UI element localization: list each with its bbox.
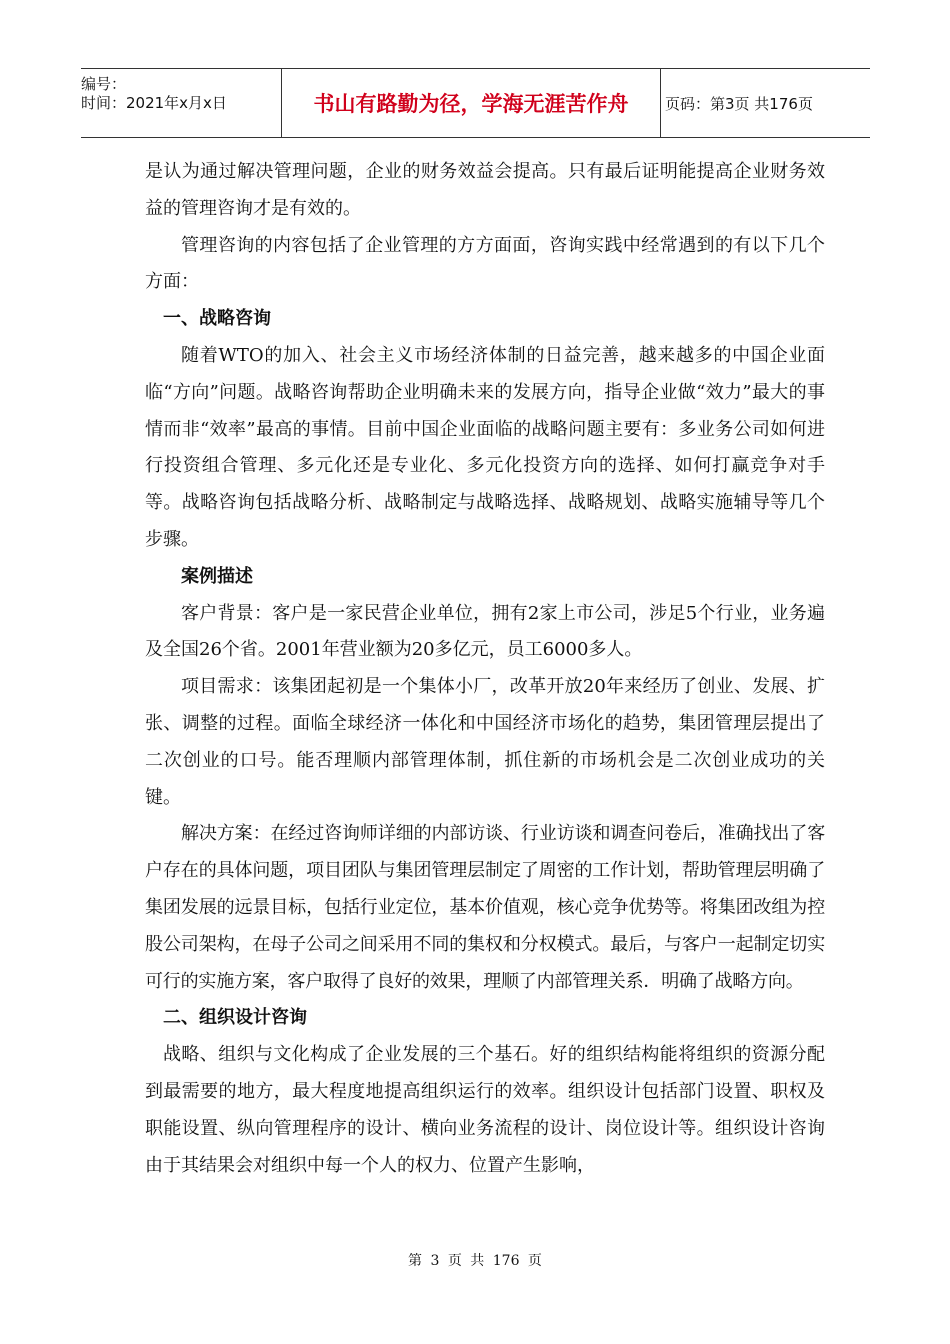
page-header xyxy=(81,68,870,138)
section-heading-strategy: 一、战略咨询 xyxy=(163,308,271,330)
paragraph-strategy: 随着WTO的加入、社会主义市场经济体制的日益完善，越来越多的中国企业面临“方向”问题。战略咨询帮助企业明确未来的发展方向，指导企业做“效力”最大的事情而非“效率”最高的事情。目前中国企业面临的战略问题主要有：多业务公司如何进行投资组合管理、多元化还是专业化、多元化投资方向的选择、如何打赢竞争对手等。战略咨询包括战略分析、战略制定与战略选择、战略规划、战略实施辅导等几个步骤。 xyxy=(145,344,825,550)
document-body xyxy=(145,154,825,1184)
header-motto-cell xyxy=(282,69,661,137)
paragraph-client-background: 客户背景：客户是一家民营企业单位，拥有2家上市公司，涉足5个行业，业务遍及全国26个省。2001年营业额为20多亿元，员工6000多人。 xyxy=(145,602,825,661)
paragraph-project-needs: 项目需求：该集团起初是一个集体小厂，改革开放20年来经历了创业、发展、扩张、调整的过程。面临全球经济一体化和中国经济市场化的趋势，集团管理层提出了二次创业的口号。能否理顺内部管理体制，抓住新的市场机会是二次创业成功的关键。 xyxy=(145,676,825,808)
header-meta xyxy=(81,69,282,137)
header-motto: 书山有路勤为径，学海无涯苦作舟 xyxy=(313,92,629,116)
document-time-label: 时间：2021年x月x日 xyxy=(81,94,227,112)
paragraph-organization: 战略、组织与文化构成了企业发展的三个基石。好的组织结构能将组织的资源分配到最需要的地方，最大程度地提高组织运行的效率。组织设计包括部门设置、职权及职能设置、纵向管理程序的设计、横向业务流程的设计、岗位设计等。组织设计咨询由于其结果会对组织中每一个人的权力、位置产生影响， xyxy=(145,1044,825,1176)
paragraph-continuation: 是认为通过解决管理问题，企业的财务效益会提高。只有最后证明能提高企业财务效益的管理咨询才是有效的。 xyxy=(145,161,825,219)
page-footer: 第 3 页 共 176 页 xyxy=(408,1253,542,1269)
paragraph-solution: 解决方案：在经过咨询师详细的内部访谈、行业访谈和调查问卷后，准确找出了客户存在的具体问题，项目团队与集团管理层制定了周密的工作计划，帮助管理层明确了集团发展的远景目标，包括行业定位，基本价值观，核心竞争优势等。将集团改组为控股公司架构，在母子公司之间采用不同的集权和分权模式。最后，与客户一起制定切实可行的实施方案，客户取得了良好的效果，理顺了内部管理关系．明确了战略方向。 xyxy=(145,823,825,992)
section-heading-organization: 二、组织设计咨询 xyxy=(163,1007,307,1029)
document-number-label: 编号： xyxy=(81,75,127,93)
header-page-number: 页码：第3页 共176页 xyxy=(665,94,813,113)
paragraph-intro: 管理咨询的内容包括了企业管理的方方面面，咨询实践中经常遇到的有以下几个方面： xyxy=(145,234,825,293)
case-heading: 案例描述 xyxy=(181,565,253,587)
